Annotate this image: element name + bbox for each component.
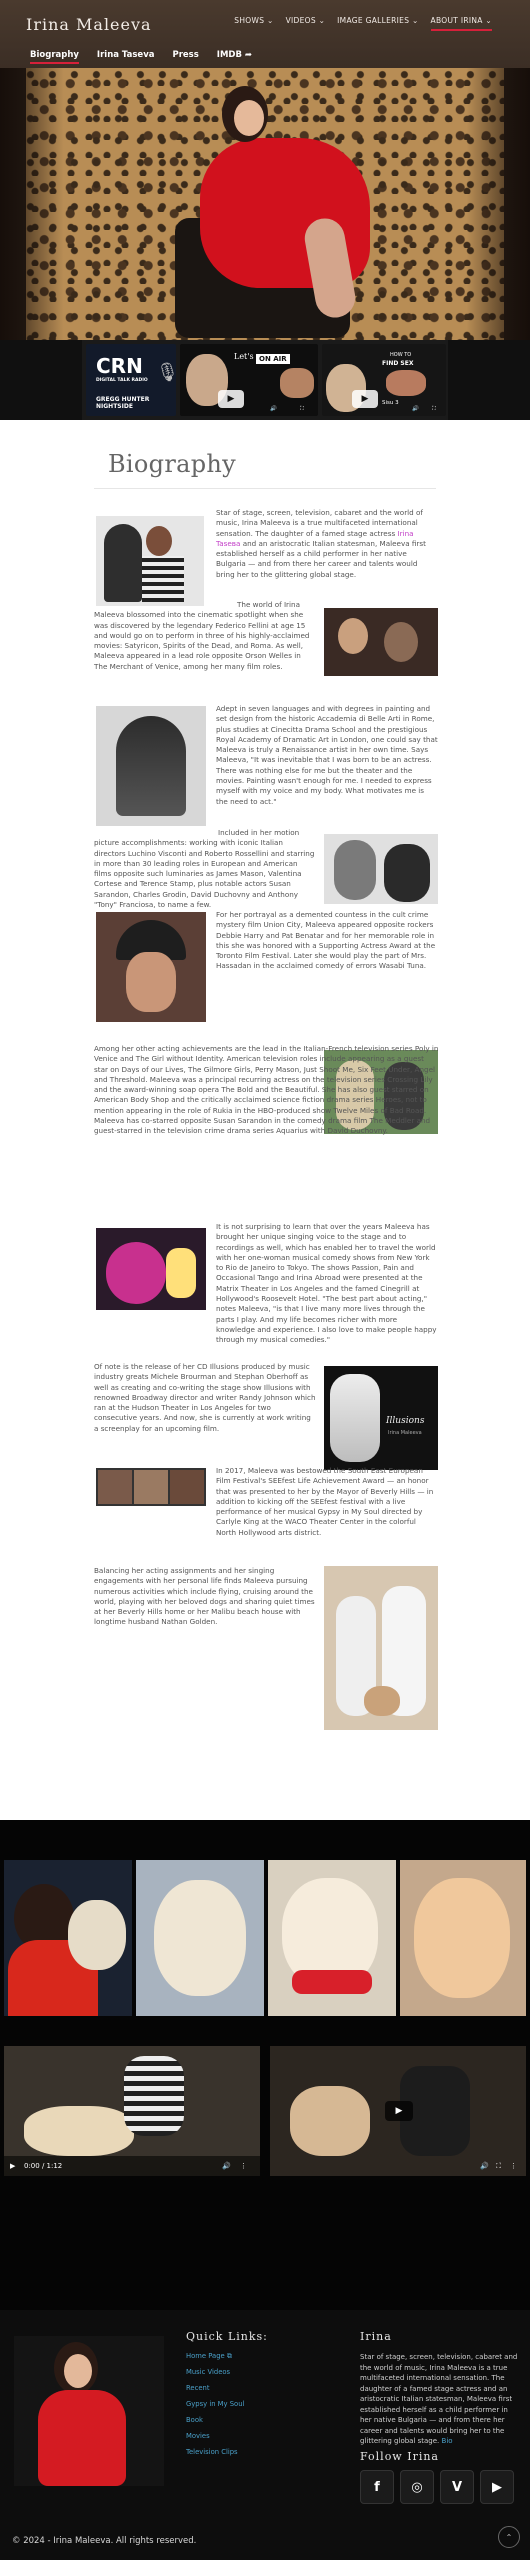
footer-link-music-videos[interactable]: Music Videos	[186, 2368, 231, 2376]
video-strip	[0, 340, 530, 420]
red-bandana	[292, 1970, 372, 1994]
video-thumb-crn[interactable]	[86, 344, 179, 416]
red-dress	[38, 2390, 126, 2486]
bio-p1-text: Star of stage, screen, television, cabaret and the world of music, Irina Maleeva is a true multifaceted international sensation. The daughter of a famed stage actress	[216, 508, 423, 538]
subnav-biography[interactable]: Biography	[30, 50, 79, 64]
irina-taseva-link[interactable]: Irina Tasева	[216, 528, 414, 548]
play-button-2[interactable]	[352, 390, 378, 408]
gallery-video-2[interactable]	[270, 2046, 526, 2176]
video-carousel	[82, 340, 448, 420]
dog	[24, 2106, 134, 2156]
bio-photo-10	[324, 1566, 438, 1730]
portrait-white	[330, 1374, 380, 1462]
volume-icon[interactable]: 🔊	[270, 406, 277, 412]
page-title: Biography	[108, 450, 236, 478]
person-face-2	[384, 622, 418, 662]
face	[126, 952, 176, 1012]
video-thumb-lets-on-air[interactable]	[180, 344, 318, 416]
dog	[290, 2086, 370, 2156]
bio-paragraph-9: In 2017, Maleeva was bestowed the South East European Film Festival's SEEfest Life Achievement Award — an honor that was presented to her by the Mayor of Beverly Hills — in addition to kicking off the SEEfest festival with a live performance of her musical Gypsy in My Soul directed by Carlyle King at the WACO Theater Center in the colorful North Hollywood arts district.	[216, 1466, 434, 1537]
bio-photo-3	[96, 706, 206, 826]
copyright: © 2024 - Irina Maleeva. All rights reserved.	[12, 2536, 197, 2546]
back-to-top-button[interactable]	[498, 2526, 520, 2548]
subnav-imdb-label: IMDB	[216, 50, 242, 60]
video-time: Sisu 3	[382, 400, 399, 406]
cd-cover	[324, 1366, 438, 1470]
footer-bio-link[interactable]: Bio	[441, 2437, 453, 2445]
hero-image	[0, 68, 530, 340]
lets-text: Let's	[234, 352, 254, 361]
bio-photo-2	[324, 608, 438, 676]
on-air-badge: ON AIR	[256, 354, 290, 364]
gallery-video-1[interactable]	[4, 2046, 260, 2176]
photo-video-gallery	[0, 1820, 530, 2310]
footer-link-gypsy[interactable]: Gypsy in My Soul	[186, 2400, 245, 2408]
main-nav	[234, 16, 492, 31]
youtube-icon[interactable]: ▶	[480, 2470, 514, 2504]
dog	[68, 1900, 126, 1970]
chevron-up-icon: ⌃	[505, 2532, 513, 2542]
more-icon[interactable]: ⋮	[240, 2162, 247, 2170]
dog	[364, 1686, 400, 1716]
bio-paragraph-5: For her portrayal as a demented countess in the cult crime mystery film Union City, Maleeva appeared opposite rockers Debbie Harry and Pat Benatar and for her memorable role in this she was honored with a Supporting Actress Award at the Toronto Film Festival. Later she would play the part of Mrs. Hassadan in the acclaimed comedy of errors Wasabi Tuna.	[216, 910, 436, 971]
bio-paragraph-10: Balancing her acting assignments and her singing engagements with her personal life finds Maleeva pursuing numerous activities which include flying, cruising around the world, playing with her beloved dogs and sharing quiet times at her Beverly Hills home or her Malibu beach house with longtime husband Nathan Golden.	[94, 1566, 315, 1627]
instagram-icon[interactable]: ◎	[400, 2470, 434, 2504]
nav-shows[interactable]	[234, 16, 273, 31]
person-face	[338, 618, 368, 654]
person-photo-4	[386, 370, 426, 396]
title-divider	[94, 488, 436, 489]
fullscreen-icon[interactable]: ⛶	[496, 2162, 501, 2170]
person-figure	[334, 840, 376, 900]
play-icon[interactable]: ▶	[10, 2162, 16, 2170]
bio-photo-4	[324, 834, 438, 904]
nav-image-galleries-label: IMAGE GALLERIES	[337, 16, 410, 25]
bio-photo-8	[96, 1468, 206, 1506]
footer-photo	[14, 2336, 164, 2486]
video-time: 0:00 / 1:12	[24, 2162, 63, 2170]
play-icon: ▶	[361, 394, 369, 404]
gallery-photo-4[interactable]	[400, 1860, 526, 2016]
footer-link-home[interactable]	[186, 2352, 232, 2361]
bio-p1-text-2: and an aristocratic Italian statesman, Maleeva first established herself as a child performer in her native Bulgaria — and from there her career and talents would bring her to the glittering global stage.	[216, 538, 426, 579]
subnav-press[interactable]: Press	[172, 50, 199, 60]
crn-subtitle: DIGITAL TALK RADIO	[96, 378, 148, 383]
face	[64, 2354, 92, 2388]
footer-about-copy: Star of stage, screen, television, cabaret and the world of music, Irina Maleeva is a true multifaceted international sensation. The daughter of a famed stage actress and an aristocratic Italian statesman, Maleeva first established herself as a child performer in her native Bulgaria — and from there her career and talents would bring her to the glittering global stage.	[360, 2353, 518, 2445]
dog	[154, 1880, 246, 1996]
bio-paragraph-4: Included in her motion picture accomplishments: working with iconic Italian directors Luchino Visconti and Roberto Rossellini and starring in more than 30 leading roles in European and American films opposite such luminaries as James Mason, Valentina Cortese and Terence Stamp, plus notable actors Susan Sarandon, Charles Grodin, David Duchovny and Anthony "Tony" Franciosa, to name a few.	[94, 828, 315, 910]
gallery-photo-2[interactable]	[136, 1860, 264, 2016]
crn-show-name: GREGG HUNTER NIGHTSIDE	[96, 396, 150, 410]
chevron-down-icon: ⌄	[411, 16, 419, 25]
play-button[interactable]	[218, 390, 244, 408]
bio-photo-7	[96, 1228, 206, 1310]
nav-shows-label: SHOWS	[234, 16, 265, 25]
sub-nav	[30, 50, 252, 64]
nav-about-irina[interactable]	[431, 16, 492, 31]
external-link-icon: ⧉	[226, 2352, 232, 2360]
nav-image-galleries[interactable]	[337, 16, 418, 31]
nav-videos-label: VIDEOS	[285, 16, 316, 25]
vimeo-icon[interactable]: V	[440, 2470, 474, 2504]
dog	[414, 1878, 510, 1998]
pink-dress	[106, 1242, 166, 1304]
footer-link-home-label: Home Page	[186, 2352, 225, 2360]
chevron-down-icon: ⌄	[318, 16, 326, 25]
bio-photo-1	[96, 516, 204, 606]
how-to-text: HOW TO	[390, 352, 412, 358]
person-figure	[104, 524, 142, 602]
nav-videos[interactable]	[286, 16, 326, 31]
cd-artist: Irina Maleeva	[388, 1430, 422, 1436]
cd-title: Illusions	[386, 1416, 425, 1426]
microphone-icon: 🎙	[156, 362, 179, 383]
video-thumb-how-to[interactable]	[322, 344, 446, 416]
nav-about-irina-label: ABOUT IRINA	[430, 16, 483, 25]
play-icon: ▶	[227, 394, 235, 404]
bio-paragraph-1	[216, 508, 438, 580]
striped-shirt	[142, 556, 184, 602]
footer-link-tv-clips[interactable]: Television Clips	[186, 2448, 238, 2456]
gallery-photo-3[interactable]	[268, 1860, 396, 2016]
subnav-irina-taseva[interactable]: Irina Taseva	[96, 50, 155, 60]
play-icon: ▶	[395, 2106, 403, 2116]
find-text: FIND SEX	[382, 360, 414, 367]
crn-logo: CRN	[96, 354, 143, 378]
volume-icon[interactable]: 🔊	[412, 406, 419, 412]
bio-paragraph-3: Adept in seven languages and with degrees in painting and set design from the historic Accademia di Belle Arti in Rome, plus studies at Cinecitta Drama School and the prestigious Royal Academy of Dramatic Art in London, one could say that Maleeva is truly a Renaissance artist in her own time. Says Maleeva, "It was inevitable that I was born to be an actress. There was nothing else for me but the theater and the movies. Painting wasn't enough for me. I needed to express myself with my voice and my body. What motivates me is the need to act."	[216, 704, 438, 806]
stage-light	[166, 1248, 196, 1298]
chevron-down-icon: ⌄	[266, 16, 274, 25]
hero-vignette	[0, 68, 530, 340]
irina-heading: Irina	[360, 2330, 392, 2343]
subnav-imdb[interactable]	[217, 50, 252, 64]
volume-icon[interactable]: 🔊	[222, 2162, 231, 2170]
chevron-down-icon: ⌄	[485, 16, 492, 25]
bw-portrait	[116, 716, 186, 816]
footer-about-text	[360, 2352, 520, 2447]
person-figure	[124, 2056, 184, 2136]
collage-tile	[134, 1470, 168, 1504]
play-button[interactable]	[385, 2101, 413, 2121]
bio-paragraph-6: Among her other acting achievements are the lead in the Italian-French television series Poly in Venice and The Girl without Identity. American television roles include appearing as a guest star on Days of our Lives, The Gilmore Girls, Perry Mason, Just Shoot Me, Six Feet Under, Angel and Threshold. Maleeva was a principal recurring actress on the television series Crossing Lily and the award-winning soap opera The Bold and the Beautiful. She has also guest starred on American Body Shop and the critically acclaimed science fiction drama series Heroes, not to mention appearing in the role of Rukia in the HBO-produced show Twelve Miles of Bad Road. Maleeva has co-starred opposite Susan Sarandon in the comedy drama film The Meddler and guest-starred in the television crime drama series Aquarius with David Duchovny.	[94, 1044, 439, 1136]
bio-paragraph-2: The world of Irina Maleeva blossomed into the cinematic spotlight when she was discovered by the legendary Federico Fellini at age 15 and would go on to perform in three of his highly-acclaimed movies: Satyricon, Spirits of the Dead, and Roma. As well, Maleeva appeared in a lead role opposite Orson Welles in The Merchant of Venice, among her many film roles.	[94, 600, 310, 671]
person-figure-2	[384, 844, 430, 902]
bio-paragraph-8: Of note is the release of her CD Illusions produced by music industry greats Michele Brourman and Stephan Oberhoff as well as creating and co-writing the stage show Illusions with renowned Broadway director and writer Randy Johnson which ran at the Hudson Theater in Los Angeles for two consecutive years. And now, she is currently at work writing a screenplay for an upcoming film.	[94, 1362, 316, 1433]
person-photo-2	[280, 368, 314, 398]
external-link-icon: ➦	[244, 50, 253, 60]
site-logo[interactable]: Irina Maleeva	[26, 15, 152, 34]
bio-photo-5	[96, 912, 206, 1022]
collage-tile	[170, 1470, 204, 1504]
fullscreen-icon[interactable]: ⛶	[432, 406, 436, 412]
footer-link-movies[interactable]: Movies	[186, 2432, 210, 2440]
gallery-photo-1[interactable]	[4, 1860, 132, 2016]
footer-link-book[interactable]: Book	[186, 2416, 203, 2424]
follow-heading: Follow Irina	[360, 2450, 439, 2463]
site-header	[0, 0, 530, 68]
collage-tile	[98, 1470, 132, 1504]
fullscreen-icon[interactable]: ⛶	[300, 406, 304, 412]
more-icon[interactable]: ⋮	[510, 2162, 517, 2170]
quick-links-heading: Quick Links:	[186, 2330, 268, 2343]
bio-paragraph-7: It is not surprising to learn that over the years Maleeva has brought her unique singing voice to the stage and to recordings as well, which has enabled her to travel the world with her one-woman musical comedy shows from New York to Rio de Janeiro to Tokyo. The shows Passion, Pain and Occasional Tango and Irina Abroad were presented at the Matrix Theater in Los Angeles and the famed Cinegrill at Hollywood's Roosevelt Hotel. "The best part about acting," notes Maleeva, "is that I live many more lives through the parts I play. And my life becomes richer with more knowledge and experience. I also love to make people happy through my musical comedies."	[216, 1222, 437, 1345]
volume-icon[interactable]: 🔊	[480, 2162, 489, 2170]
person-head	[146, 526, 172, 556]
footer-link-recent[interactable]: Recent	[186, 2384, 210, 2392]
facebook-icon[interactable]: f	[360, 2470, 394, 2504]
